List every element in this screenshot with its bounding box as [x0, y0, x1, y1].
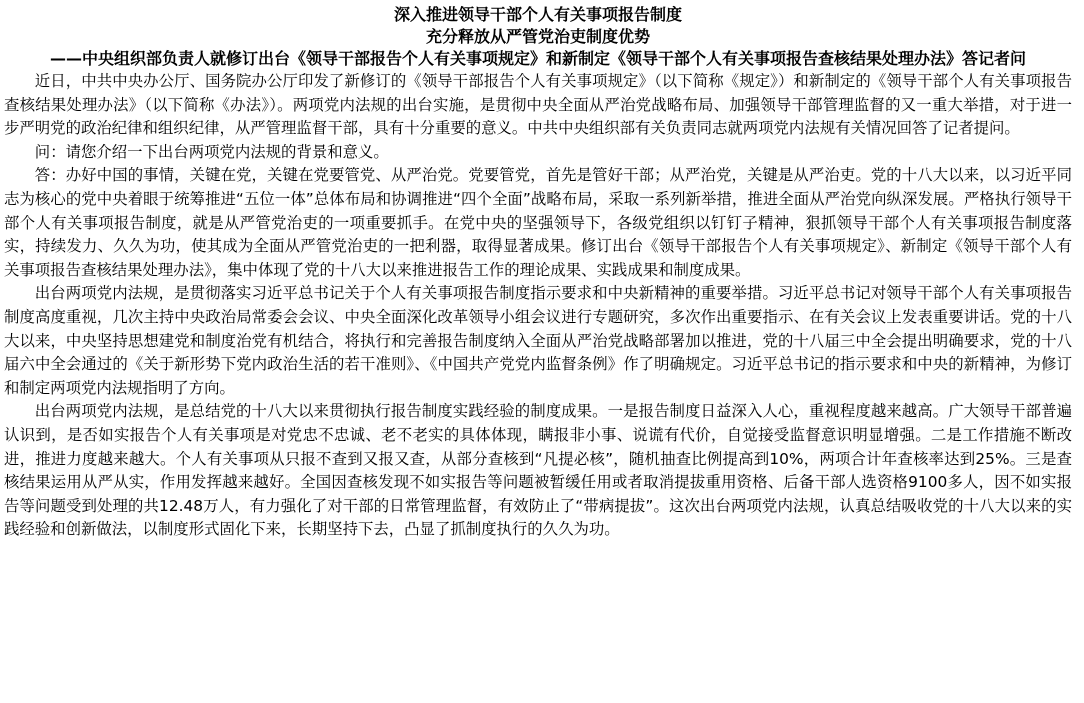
article-title-line2: 充分释放从严管党治吏制度优势 — [425, 27, 650, 46]
article-subtitle: ——中央组织部负责人就修订出台《领导干部报告个人有关事项规定》和新制定《领导干部个人有关事项报告查核结果处理办法》答记者问 — [49, 49, 1026, 68]
article-title-line1: 深入推进领导干部个人有关事项报告制度 — [393, 5, 682, 24]
body-paragraph: 出台两项党内法规，是总结党的十八大以来贯彻执行报告制度实践经验的制度成果。一是报告制度日益深入人心，重视程度越来越高。广大领导干部普遍认识到，是否如实报告个人有关事项是对党忠不忠诚、老不老实的具体体现，瞒报非小事、说谎有代价，自觉接受监督意识明显增强。二是工作措施不断改进，推进力度越来越大。个人有关事项从只报不查到又报又查，从部分查核到“凡提必核”，随机抽查比例提高到10%，两项合计年查核率达到25%。三是查核结果运用从严从实，作用发挥越来越好。全国因查核发现不如实报告等问题被暂缓任用或者取消提拔重用资格、后备干部人选资格9100多人，因不如实报告等问题受到处理的共12.48万人，有力强化了对干部的日常管理监督，有效防止了“带病提拔”。这次出台两项党内法规，认真总结吸收党的十八大以来的实践经验和创新做法，以制度形式固化下来，长期坚持下去，凸显了抓制度执行的久久为功。 — [4, 402, 1072, 539]
answer-paragraph: 答：办好中国的事情，关键在党，关键在党要管党、从严治党。党要管党，首先是管好干部；从严治党，关键是从严治吏。党的十八大以来，以习近平同志为核心的党中央着眼于统筹推进“五位一体”总体布局和协调推进“四个全面”战略布局，采取一系列新举措，推进全面从严治党向纵深发展。严格执行领导干部个人有关事项报告制度，就是从严管党治吏的一项重要抓手。在党中央的坚强领导下，各级党组织以钉钉子精神，狠抓领导干部个人有关事项报告制度落实，持续发力、久久为功，使其成为全面从严管党治吏的一把利器，取得显著成果。修订出台《领导干部报告个人有关事项规定》、新制定《领导干部个人有关事项报告查核结果处理办法》，集中体现了党的十八大以来推进报告工作的理论成果、实践成果和制度成果。 — [4, 166, 1072, 279]
question-paragraph: 问：请您介绍一下出台两项党内法规的背景和意义。 — [34, 142, 389, 161]
intro-paragraph: 近日，中共中央办公厅、国务院办公厅印发了新修订的《领导干部报告个人有关事项规定》（以下简称《规定》）和新制定的《领导干部个人有关事项报告查核结果处理办法》（以下简称《办法》）。两项党内法规的出台实施，是贯彻中央全面从严治党战略布局、加强领导干部管理监督的又一重大举措，对于进一步严明党的政治纪律和组织纪律，从严管理监督干部，具有十分重要的意义。中共中央组织部有关负责同志就两项党内法规有关情况回答了记者提问。 — [4, 72, 1072, 138]
body-paragraph: 出台两项党内法规，是贯彻落实习近平总书记关于个人有关事项报告制度指示要求和中央新精神的重要举措。习近平总书记对领导干部个人有关事项报告制度高度重视，几次主持中央政治局常委会会议、中央全面深化改革领导小组会议进行专题研究，多次作出重要指示、在有关会议上发表重要讲话。党的十八大以来，中央坚持思想建党和制度治党有机结合，将执行和完善报告制度纳入全面从严治党战略部署加以推进，党的十八届三中全会提出明确要求，党的十八届六中全会通过的《关于新形势下党内政治生活的若干准则》、《中国共产党党内监督条例》作了明确规定。习近平总书记的指示要求和中央的新精神，为修订和制定两项党内法规指明了方向。 — [4, 284, 1072, 397]
